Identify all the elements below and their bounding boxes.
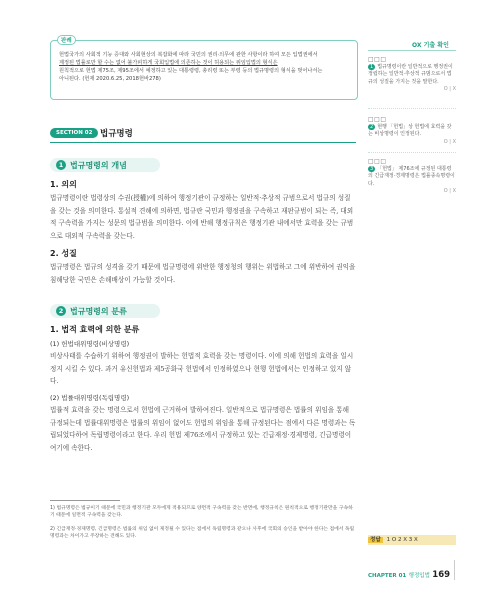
section-label: SECTION 02 xyxy=(50,128,98,138)
answer-label: 정답 xyxy=(370,537,381,543)
precedent-text xyxy=(59,51,351,83)
answer-values: 1 O 2 X 3 X xyxy=(386,537,418,543)
ox-item-text: 현행 「헌법」상 헌법에 효력을 갖는 비상명령이 인정된다. xyxy=(368,123,452,137)
heading-effect: 1. 법적 효력에 의한 분류 xyxy=(50,325,140,334)
nature-paragraph: 법규명령은 법규의 성격을 갖기 때문에 법규명령에 위반한 행정청의 행위는 위법하고 그에 위반하여 권익을 침해당한 국민은 손해배상이 가능할 것이다. xyxy=(50,263,356,284)
emergency-paragraph: 비상사태를 수습하기 위하여 행정권이 발하는 헌법적 효력을 갖는 명령이다. 이에 의해 헌법의 효력을 일시정지 시킬 수 있다. 과거 유신헌법과 제5공화국 헌법에서 인정하였으나 현행 헌법에서는 인정하고 있지 않다. xyxy=(50,352,354,385)
sidebar-separator xyxy=(368,152,456,153)
heading-emergency: (1) 헌법대위명령(비상명령) xyxy=(50,340,130,348)
ox-item-text: 법규명령이란 일반적으로 행정권이 정립하는 일반적·추상적 규범으로서 법규의 성질을 가지는 것을 말한다. xyxy=(368,63,453,85)
footer-chapter-name: 행정입법 xyxy=(408,573,430,579)
subsection-header xyxy=(50,158,160,172)
heading-meaning: 1. 의의 xyxy=(50,180,77,189)
page-footer xyxy=(368,570,458,580)
independent-paragraph: 법률적 효력을 갖는 명령으로서 헌법에 근거하여 발하여진다. 일반적으로 법규명령은 법률의 위임을 통해 규정되는데 법률대위명령은 법률의 위임이 없어도 헌법의 위임을 통해 규정된다는 점에서 다른 명령과는 독립되었다하여 독립명령이라고 한다. 우리 헌법 제76조에서 규정하고 있는 긴급재정·경제명령, 긴급명령이 여기에 속한다. xyxy=(50,406,356,452)
heading-independent: (2) 법률대위명령(독립명령) xyxy=(50,394,130,402)
footer-chapter: CHAPTER 01 xyxy=(368,573,407,579)
answer-bar xyxy=(368,535,456,545)
ox-item xyxy=(368,56,456,94)
ox-item-text: 「헌법」 제76조에 규정된 대통령의 긴급재정·경제명령은 법률종속명령이다. xyxy=(368,165,455,187)
checkbox-group[interactable]: □□□ xyxy=(368,116,387,123)
heading-nature: 2. 성질 xyxy=(50,249,77,258)
precedent-box xyxy=(50,40,358,100)
footnote: 2) 긴급재정·경제명령, 긴급명령은 법률의 위임 없이 제정될 수 있다는 점에서 독립명령과 같으나 사후에 국회의 승인을 받아야 한다는 점에서 독립명령과는 차이가고 주장하는 견해도 있다. xyxy=(50,527,355,539)
sidebar-divider xyxy=(368,50,456,51)
sidebar-separator xyxy=(368,108,456,109)
precedent-line: 원칙적으로 헌법 제75조, 제95조에서 예정하고 있는 대통령령, 총리령 또는 부령 등의 법규명령의 형식을 벗어나서는 xyxy=(59,68,323,74)
subsection-number: 1 xyxy=(56,160,66,170)
subsection-title: 법규명령의 개념 xyxy=(70,161,127,170)
ox-item-number: 3 xyxy=(370,165,374,172)
ox-choice[interactable]: O | X xyxy=(443,138,456,145)
subsection-header xyxy=(50,304,160,318)
ox-item-number: 1 xyxy=(370,63,374,70)
ox-choice[interactable]: O | X xyxy=(443,86,456,92)
precedent-line: 아니된다. (헌재 2020.6.25, 2018헌바278) xyxy=(59,76,161,82)
footnote: 1) 법규명령은 법규이기 때문에 국민과 행정기관 모두에게 적용되므로 양면적 구속력을 갖는 반면에, 행정규칙은 원칙적으로 행정기관만을 구속하기 때문에 일면적 구속력을 갖는다. xyxy=(50,506,353,518)
ox-item xyxy=(368,158,456,196)
footnote-rule xyxy=(50,500,120,501)
ox-check-title: OX 기출 확인 xyxy=(412,42,449,49)
ox-item-number: 2 xyxy=(370,123,374,130)
checkbox-group[interactable]: □□□ xyxy=(368,56,387,63)
section-rule xyxy=(50,142,356,143)
page-number: 169 xyxy=(432,570,451,580)
section-title: 법규명령 xyxy=(100,129,133,139)
checkbox-group[interactable]: □□□ xyxy=(368,158,387,165)
ox-choice[interactable]: O | X xyxy=(443,188,456,194)
precedent-line: 헌법국가의 사회적 기능 증대와 사회현상의 복잡화에 따라 국민의 권리·의무에 관한 사항이라 하여 모든 입법권에서 xyxy=(59,52,318,58)
precedent-tag: 판례 xyxy=(57,35,76,45)
meaning-paragraph: 법규명령이란 법령상의 수권(授權)에 의하여 행정기관이 규정하는 일반적·추상적 규범으로서 법규의 성질을 갖는 것을 의미한다. 통설적 견해에 의하면, 법규란 국민과 행정권을 구속하고 재판규범이 되는 즉, 대외적 구속력을 가지는 성문의 법규범을 의미한다. 이에 반해 행정규칙은 행정기관 내에서만 효력을 갖는 규범으로 대외적 구속력을 갖는다. xyxy=(50,194,354,240)
precedent-line: 제정된 법률로만 할 수는 없어 불가피하게 국회입법에 의존하는 것이 허용되는 위임입법의 형식은 xyxy=(59,60,278,66)
subsection-title: 법규명령의 분류 xyxy=(70,307,127,316)
ox-item xyxy=(368,116,456,146)
subsection-number: 2 xyxy=(56,306,66,316)
